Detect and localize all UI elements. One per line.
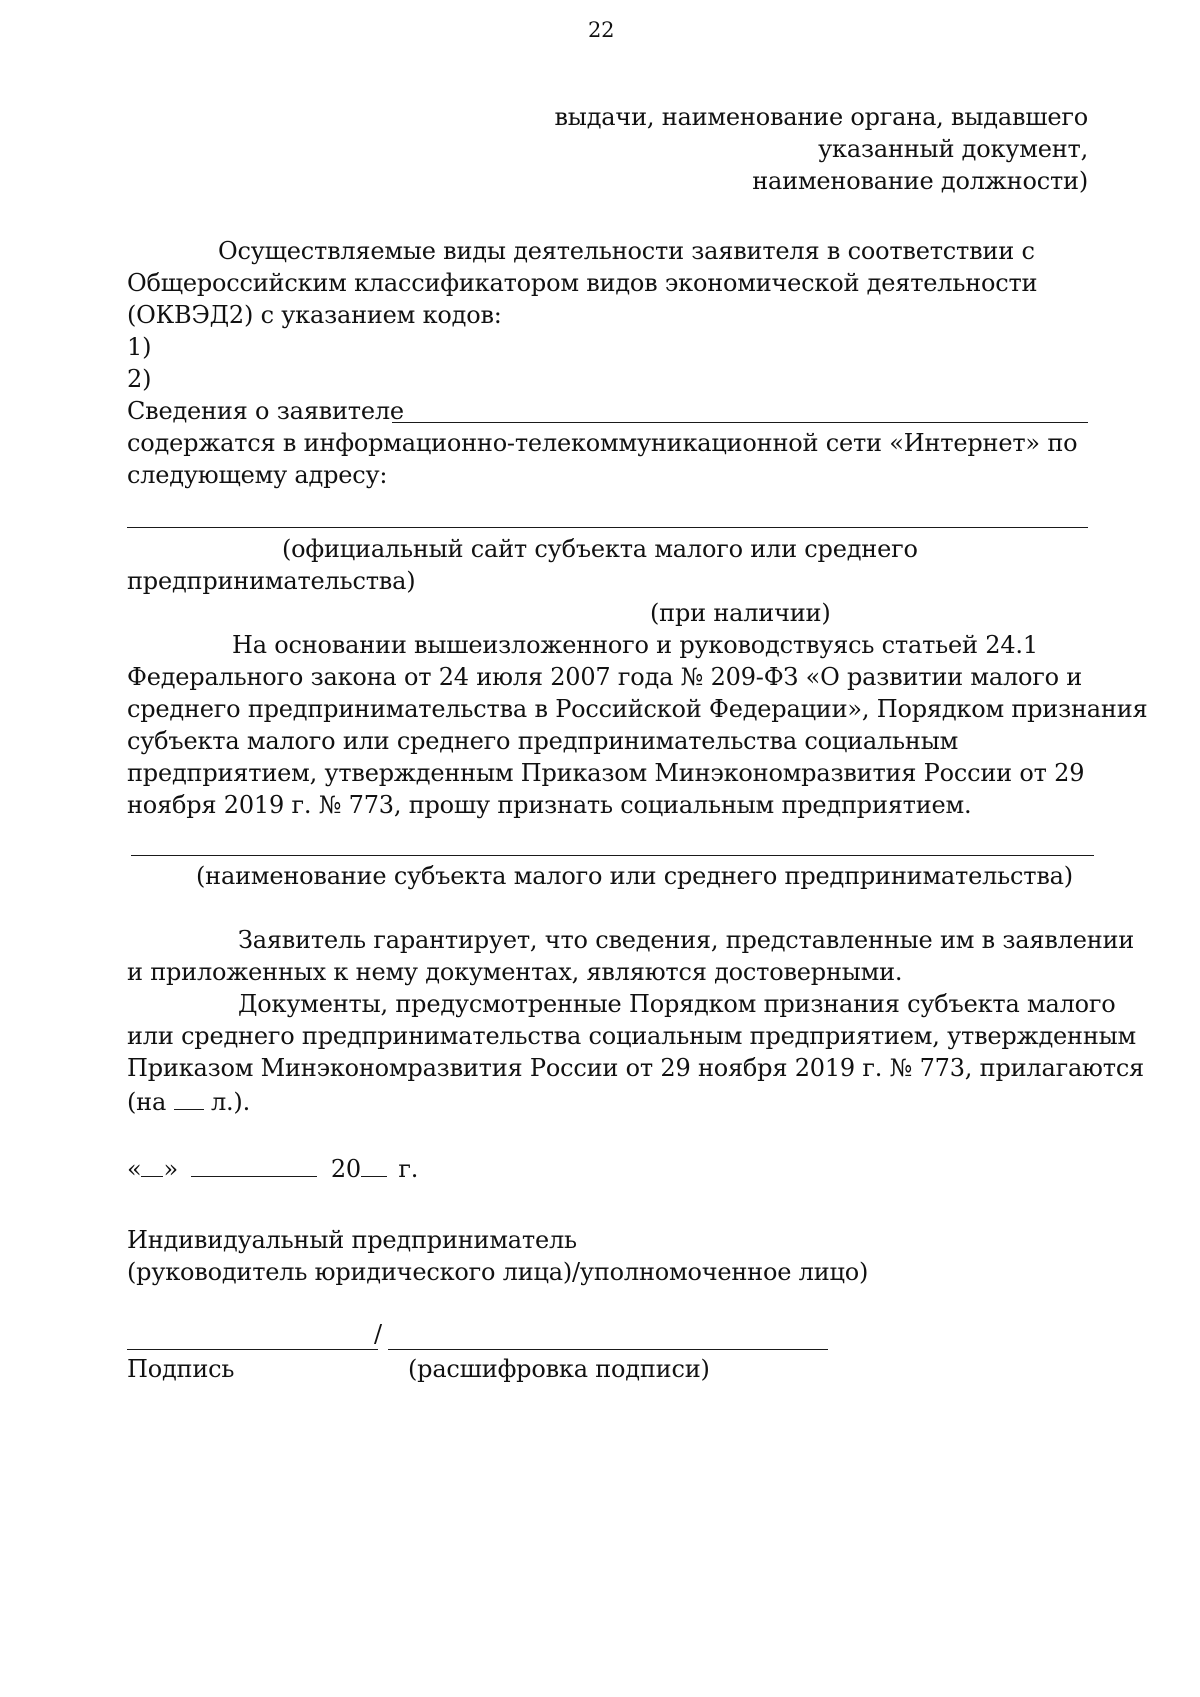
website-blank — [127, 527, 1088, 528]
entity-name-caption: (наименование субъекта малого или среднего предпринимательства) — [196, 862, 1073, 890]
page-number: 22 — [588, 18, 615, 42]
applicant-info-line-3: следующему адресу: — [127, 461, 388, 489]
date-row — [127, 1153, 418, 1185]
date-open-quote: « — [127, 1155, 142, 1183]
activity-item-2: 2) — [127, 365, 152, 393]
applicant-info-blank — [392, 422, 1088, 423]
guarantee-line-2: и приложенных к нему документах, являются достоверными. — [127, 958, 903, 986]
activities-line-1: Осуществляемые виды деятельности заявителя в соответствии с — [218, 237, 1035, 265]
website-caption-1: (официальный сайт субъекта малого или среднего — [282, 535, 918, 563]
continuation-line-2: указанный документ, — [818, 135, 1088, 163]
basis-line-2: Федерального закона от 24 июля 2007 года № 209-ФЗ «О развитии малого и — [127, 663, 1083, 691]
signature-decoding-label: (расшифровка подписи) — [408, 1355, 710, 1383]
activities-line-2: Общероссийским классификатором видов экономической деятельности — [127, 269, 1038, 297]
entity-name-blank — [131, 855, 1094, 856]
basis-line-3: среднего предпринимательства в Российской Федерации», Порядком признания — [127, 695, 1148, 723]
date-year-blank — [361, 1154, 387, 1177]
basis-line-5: предприятием, утвержденным Приказом Минэкономразвития России от 29 — [127, 759, 1085, 787]
applicant-info-label: Сведения о заявителе — [127, 397, 404, 425]
documents-line-3: Приказом Минэкономразвития России от 29 ноября 2019 г. № 773, прилагаются — [127, 1054, 1145, 1082]
date-day-blank — [141, 1154, 163, 1177]
documents-pages — [127, 1086, 250, 1118]
signature-decoding-blank — [388, 1349, 828, 1350]
website-caption-3: (при наличии) — [650, 599, 831, 627]
website-caption-2: предпринимательства) — [127, 567, 416, 595]
pages-prefix: (на — [127, 1088, 167, 1116]
date-year-suffix: г. — [398, 1155, 419, 1183]
documents-line-2: или среднего предпринимательства социальным предприятием, утвержденным — [127, 1022, 1137, 1050]
applicant-info-line-2: содержатся в информационно-телекоммуникационной сети «Интернет» по — [127, 429, 1078, 457]
guarantee-line-1: Заявитель гарантирует, что сведения, представленные им в заявлении — [238, 926, 1135, 954]
documents-line-1: Документы, предусмотренные Порядком признания субъекта малого — [238, 990, 1116, 1018]
continuation-line-3: наименование должности) — [752, 167, 1088, 195]
activities-line-3: (ОКВЭД2) с указанием кодов: — [127, 301, 502, 329]
signature-label: Подпись — [127, 1355, 235, 1383]
date-month-blank — [191, 1154, 317, 1177]
signature-blank — [127, 1349, 378, 1350]
activity-item-1: 1) — [127, 333, 152, 361]
signer-line-2: (руководитель юридического лица)/уполномоченное лицо) — [127, 1258, 869, 1286]
pages-count-blank — [174, 1087, 204, 1110]
basis-line-4: субъекта малого или среднего предпринимательства социальным — [127, 727, 959, 755]
signer-line-1: Индивидуальный предприниматель — [127, 1226, 577, 1254]
signature-slash: / — [374, 1320, 382, 1348]
pages-suffix: л.). — [210, 1088, 251, 1116]
date-year-prefix: 20 — [330, 1155, 361, 1183]
basis-line-1: На основании вышеизложенного и руководствуясь статьей 24.1 — [232, 631, 1038, 659]
basis-line-6: ноября 2019 г. № 773, прошу признать социальным предприятием. — [127, 791, 972, 819]
date-close-quote: » — [163, 1155, 178, 1183]
continuation-line-1: выдачи, наименование органа, выдавшего — [554, 103, 1088, 131]
